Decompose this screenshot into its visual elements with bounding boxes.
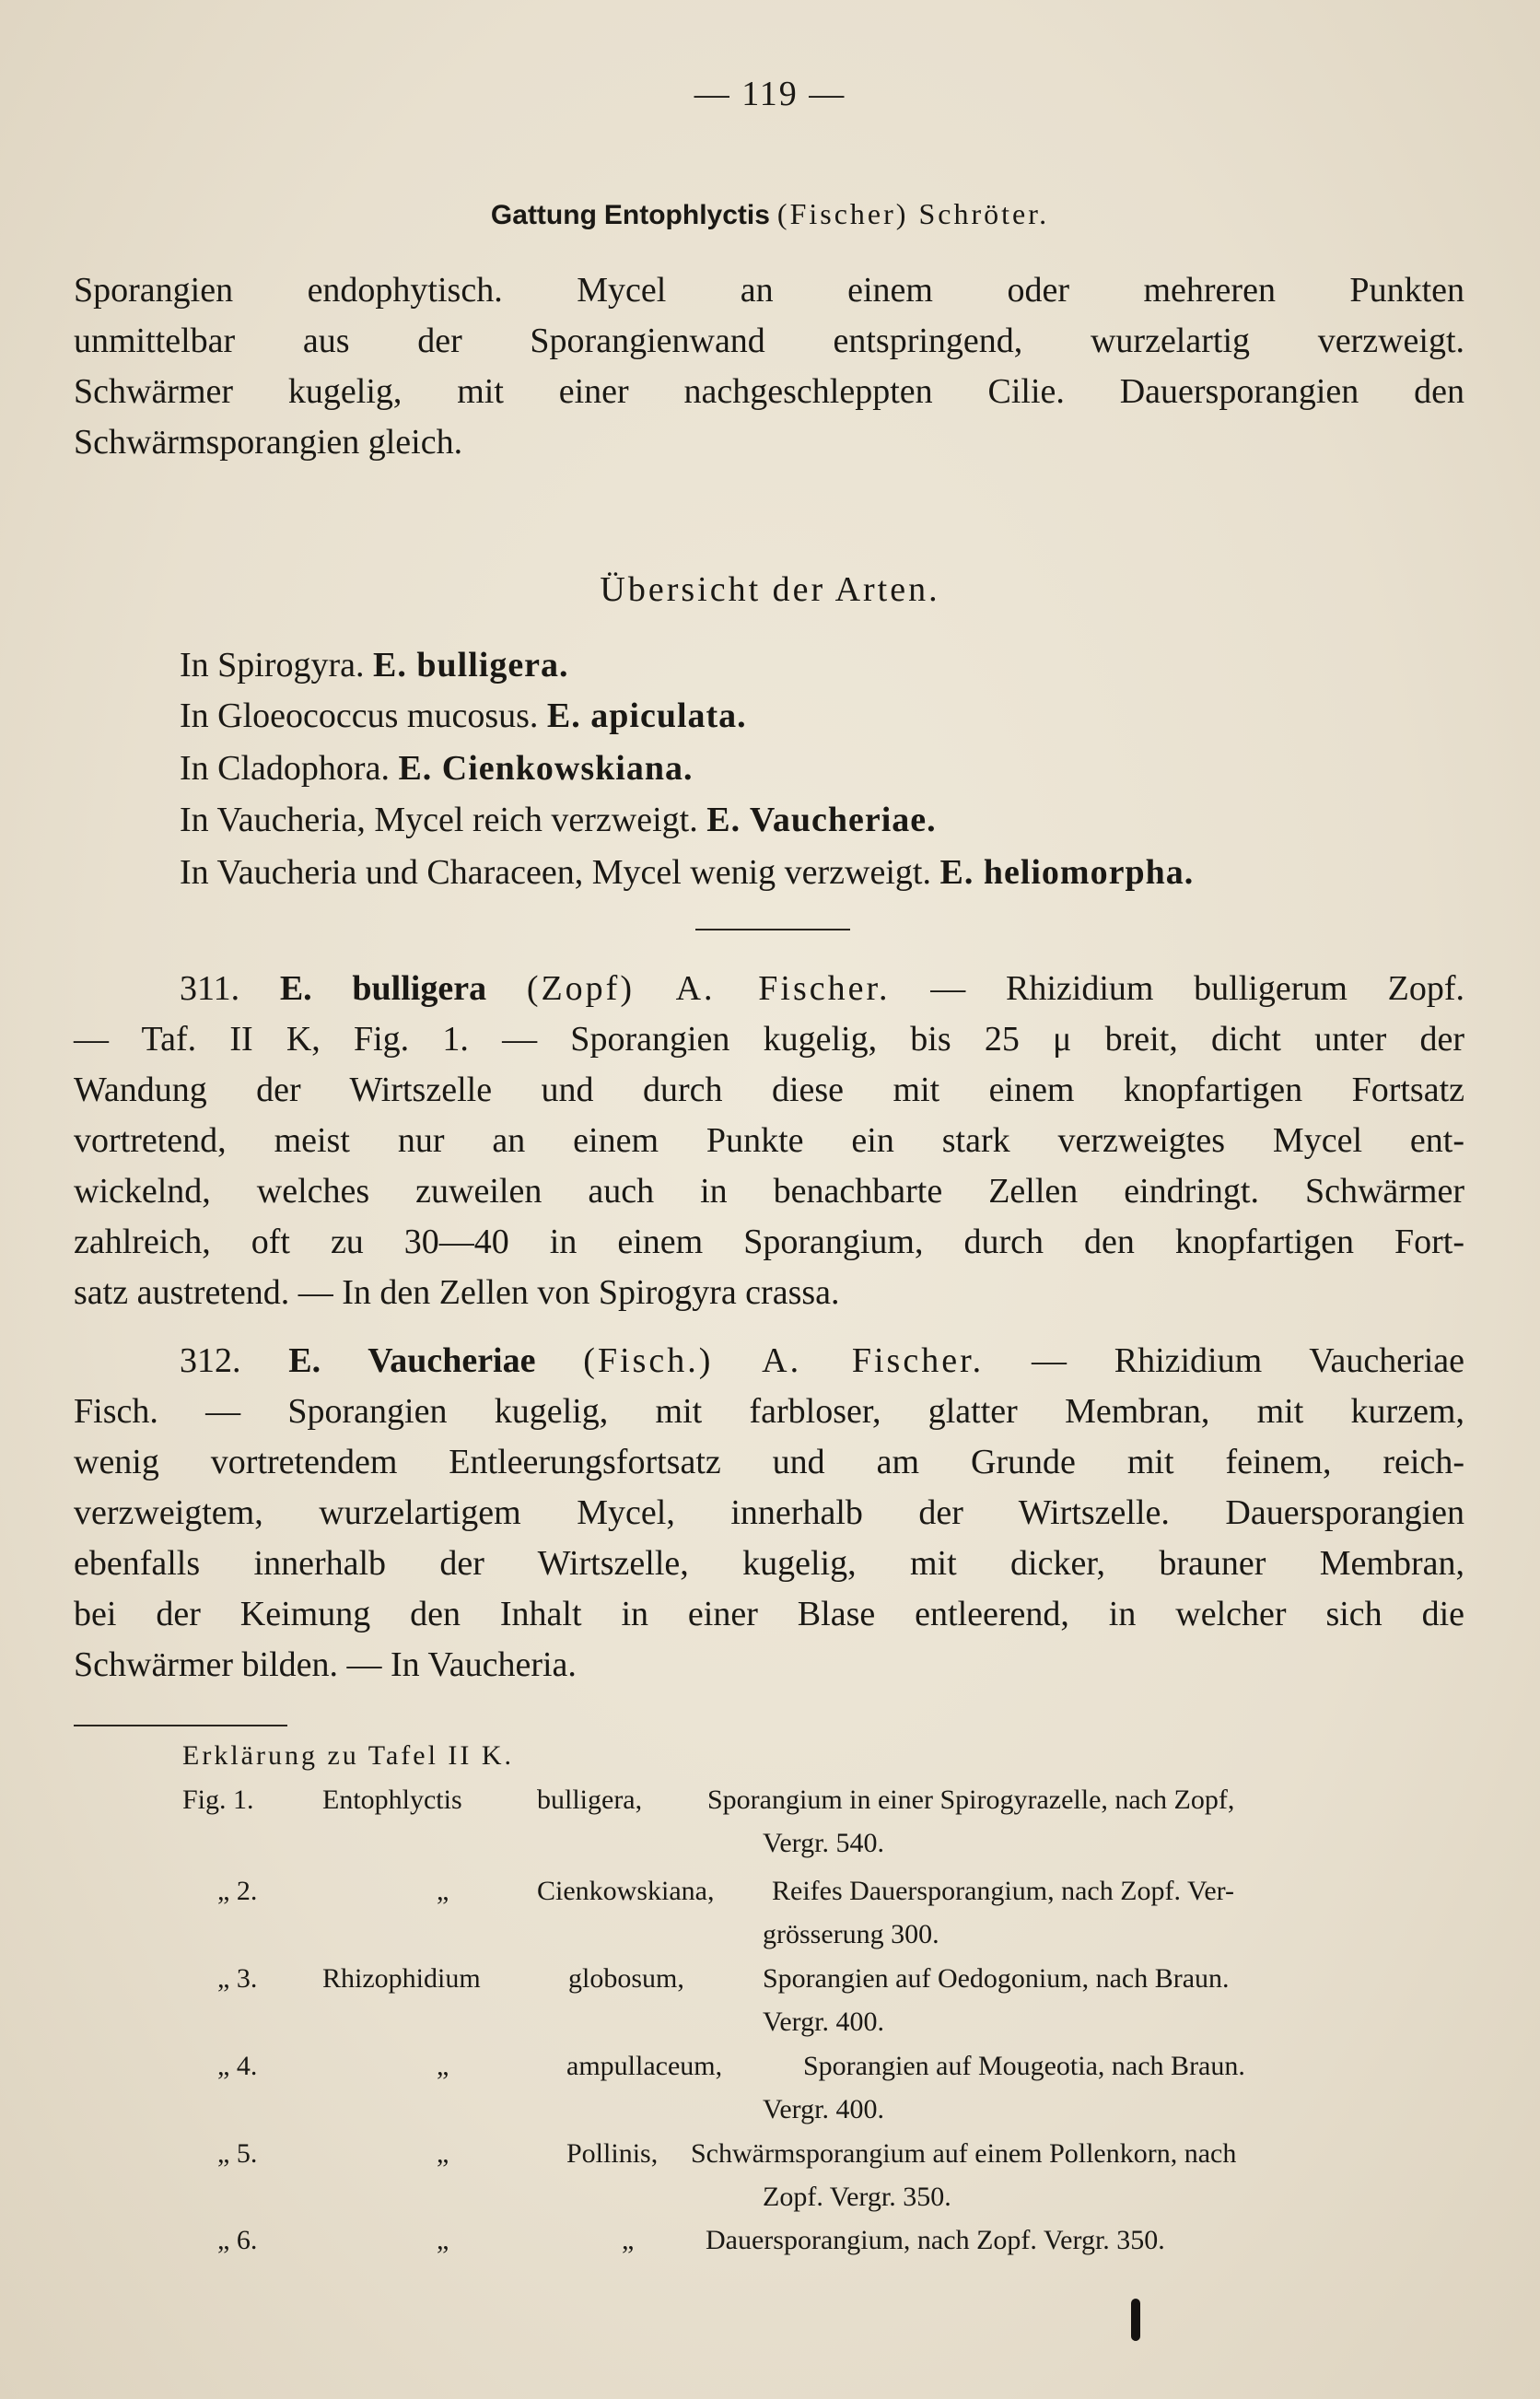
figure-species: bulligera, [537, 1785, 643, 1815]
intro-line: Schwärmsporangien gleich. [74, 423, 463, 462]
figure-genus: „ [437, 2051, 449, 2081]
figure-text: Sporangien auf Oedogonium, nach Braun. [763, 1963, 1230, 1994]
overview-species: E. bulligera. [373, 646, 569, 685]
figure-label: „ 2. [217, 1876, 258, 1906]
figure-species: Pollinis, [566, 2138, 659, 2169]
species-text-line: zahlreich, oft zu 30—40 in einem Sporangium, durch den knopfartigen Fort- [74, 1223, 1464, 1261]
species-name: E. Vaucheriae [288, 1341, 536, 1380]
figure-label: „ 4. [217, 2051, 258, 2081]
species-number: 312. [180, 1341, 241, 1380]
species-text-line: — Taf. II K, Fig. 1. — Sporangien kugelig, bis 25 μ breit, dicht unter der [74, 1020, 1464, 1059]
overview-host: In Cladophora. [180, 749, 390, 788]
intro-line: unmittelbar aus der Sporangienwand entspringend, wurzelartig verzweigt. [74, 322, 1464, 360]
genus-heading [0, 197, 1540, 231]
figure-text: Reifes Dauersporangium, nach Zopf. Ver- [772, 1876, 1235, 1906]
figure-text: Dauersporangium, nach Zopf. Vergr. 350. [706, 2225, 1165, 2255]
figure-text: Schwärmsporangium auf einem Pollenkorn, nach [691, 2138, 1237, 2169]
overview-species: E. apiculata. [546, 696, 747, 735]
species-311-first-line [74, 964, 1464, 1014]
species-text-line: vortretend, meist nur an einem Punkte ein stark verzweigtes Mycel ent- [74, 1121, 1464, 1160]
species-text-line: Fisch. — Sporangien kugelig, mit farbloser, glatter Membran, mit kurzem, [74, 1392, 1464, 1431]
section-divider [695, 929, 850, 930]
species-312-first-line [74, 1336, 1464, 1387]
figure-text-cont: Vergr. 540. [763, 1828, 884, 1858]
overview-item [180, 645, 569, 685]
figure-genus: „ [437, 1876, 449, 1906]
genus-description [74, 265, 1464, 468]
overview-host: In Gloeococcus mucosus. [180, 696, 539, 735]
figure-label: „ 6. [217, 2225, 258, 2255]
species-text-line: Schwärmer bilden. — In Vaucheria. [74, 1645, 577, 1684]
species-text-line: satz austretend. — In den Zellen von Spirogyra crassa. [74, 1273, 840, 1312]
overview-host: In Vaucheria und Characeen, Mycel wenig verzweigt. [180, 853, 931, 892]
overview-item [180, 800, 937, 840]
species-text-line: verzweigtem, wurzelartigem Mycel, innerhalb der Wirtszelle. Dauersporangien [74, 1493, 1464, 1532]
overview-species: E. heliomorpha. [939, 853, 1195, 892]
figure-species: globosum, [568, 1963, 684, 1994]
species-text-line: ebenfalls innerhalb der Wirtszelle, kugelig, mit dicker, brauner Membran, [74, 1544, 1464, 1583]
figure-label: „ 5. [217, 2138, 258, 2169]
footnote-divider [74, 1725, 287, 1726]
figure-genus: „ [437, 2138, 449, 2169]
intro-line: Schwärmer kugelig, mit einer nachgeschleppten Cilie. Dauersporangien den [74, 372, 1464, 411]
species-text-line: bei der Keimung den Inhalt in einer Blase entleerend, in welcher sich die [74, 1595, 1464, 1633]
overview-item [180, 852, 1194, 893]
species-text-line: Wandung der Wirtszelle und durch diese mit einem knopfartigen Fortsatz [74, 1071, 1464, 1109]
figure-label: Fig. 1. [182, 1785, 254, 1815]
figure-text: Sporangien auf Mougeotia, nach Braun. [803, 2051, 1245, 2081]
heading-prefix: Gattung [490, 200, 597, 230]
overview-species: E. Vaucheriae. [706, 801, 937, 839]
overview-item [180, 696, 747, 736]
heading-genus: Entophlyctis [603, 200, 770, 230]
heading-authority: (Fischer) Schröter. [776, 197, 1050, 230]
overview-item [180, 748, 694, 789]
overview-title: Übersicht der Arten. [600, 570, 940, 609]
species-text-line: wickelnd, welches zuweilen auch in benachbarte Zellen eindringt. Schwärmer [74, 1172, 1464, 1211]
figure-species: „ [622, 2225, 635, 2255]
overview-host: In Spirogyra. [180, 646, 365, 685]
figure-species: ampullaceum, [566, 2051, 723, 2081]
page-number: — 119 — [694, 75, 846, 113]
species-synonym: — Rhizidium Vaucheriae [1031, 1341, 1465, 1380]
figure-text-cont: Vergr. 400. [763, 2094, 884, 2124]
species-text-line: wenig vortretendem Entleerungsfortsatz und am Grunde mit feinem, reich- [74, 1443, 1464, 1481]
figure-genus: „ [437, 2225, 449, 2255]
ink-smudge [1131, 2299, 1140, 2341]
intro-line: Sporangien endophytisch. Mycel an einem oder mehreren Punkten [74, 271, 1464, 310]
figure-genus: Entophlyctis [322, 1785, 462, 1815]
figure-text-cont: Vergr. 400. [763, 2007, 884, 2037]
species-name: E. bulligera [279, 969, 487, 1008]
overview-species: E. Cienkowskiana. [398, 749, 694, 788]
species-312-entry [74, 1336, 1464, 1691]
figure-genus: Rhizophidium [322, 1963, 481, 1994]
overview-host: In Vaucheria, Mycel reich verzweigt. [180, 801, 698, 839]
figure-label: „ 3. [217, 1963, 258, 1994]
figure-text: Sporangium in einer Spirogyrazelle, nach Zopf, [707, 1785, 1235, 1815]
species-number: 311. [180, 969, 240, 1008]
figure-species: Cienkowskiana, [537, 1876, 715, 1906]
species-311-entry [74, 964, 1464, 1318]
species-authority: (Fisch.) A. Fischer. [583, 1341, 985, 1380]
species-authority: (Zopf) A. Fischer. [526, 969, 891, 1008]
species-synonym: — Rhizidium bulligerum Zopf. [930, 969, 1465, 1008]
figure-text-cont: grösserung 300. [763, 1919, 939, 1949]
figure-text-cont: Zopf. Vergr. 350. [763, 2182, 951, 2212]
plate-notes-title: Erklärung zu Tafel II K. [182, 1740, 515, 1771]
